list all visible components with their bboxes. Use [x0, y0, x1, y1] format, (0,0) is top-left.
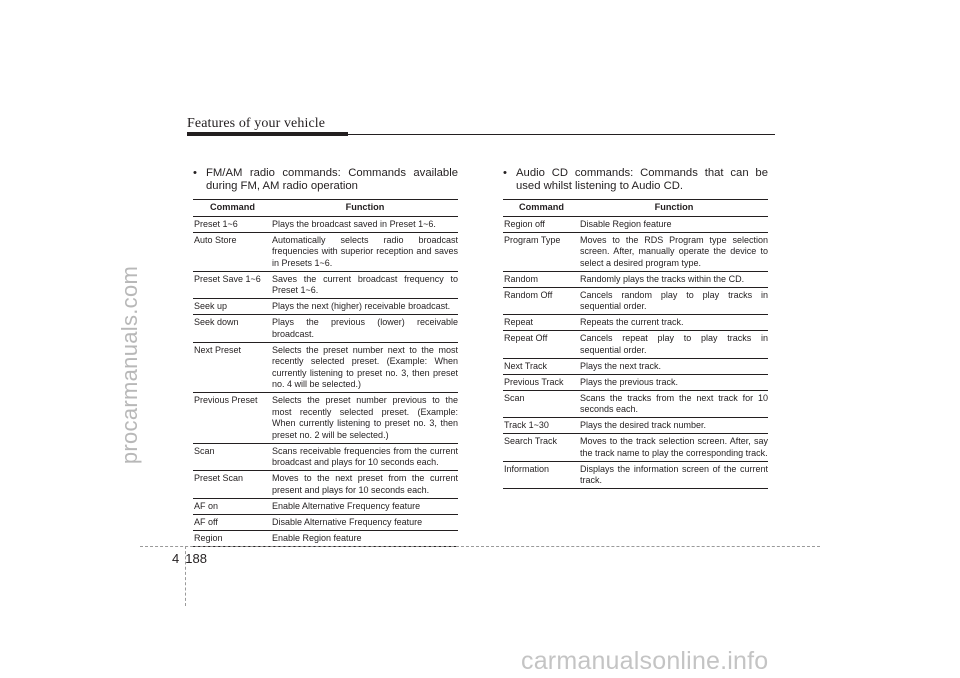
table-row: [503, 390, 768, 418]
function-cell: Randomly plays the tracks within the CD.: [580, 271, 768, 287]
command-cell: AF on: [193, 498, 272, 514]
function-cell: Enable Alternative Frequency feature: [272, 498, 458, 514]
command-cell: Repeat: [503, 315, 580, 331]
fm-am-commands-table: [193, 199, 458, 547]
table-row: [503, 287, 768, 315]
audio-cd-intro: [503, 167, 768, 193]
table-row: [193, 530, 458, 546]
command-cell: Random Off: [503, 287, 580, 315]
fm-am-intro-text: FM/AM radio commands: Commands available during FM, AM radio operation: [206, 167, 458, 192]
command-cell: Information: [503, 461, 580, 489]
fm-am-table-body: [193, 216, 458, 546]
command-cell: Auto Store: [193, 232, 272, 271]
function-cell: Selects the preset number next to the most recently selected preset. (Example: When currently listening to preset no. 3, then preset no. 4 will be selected.): [272, 342, 458, 393]
table-row: [193, 443, 458, 471]
function-cell: Plays the previous (lower) receivable broadcast.: [272, 315, 458, 343]
bottom-watermark: carmanualsonline.info: [521, 647, 769, 675]
function-cell: Moves to the track selection screen. After, say the track name to play the corresponding track.: [580, 434, 768, 462]
table-row: [503, 461, 768, 489]
table-row: [193, 342, 458, 393]
page-number-value: 188: [185, 551, 207, 566]
fm-am-intro: [193, 167, 458, 193]
table-row: [503, 358, 768, 374]
function-cell: Automatically selects radio broadcast frequencies with superior reception and saves in Presets 1~6.: [272, 232, 458, 271]
table-row: [193, 299, 458, 315]
function-cell: Selects the preset number previous to the most recently selected preset. (Example: When currently listening to preset no. 3, then preset no. 2 will be selected.): [272, 393, 458, 444]
table-row: [193, 498, 458, 514]
table-row: [193, 216, 458, 232]
function-cell: Plays the desired track number.: [580, 418, 768, 434]
column-header-command: Command: [193, 200, 272, 217]
function-cell: Plays the broadcast saved in Preset 1~6.: [272, 216, 458, 232]
fm-am-commands-section: [193, 167, 458, 547]
table-row: [193, 271, 458, 299]
chapter-number: 4: [172, 551, 180, 566]
audio-cd-commands-section: [503, 167, 768, 489]
command-cell: Next Track: [503, 358, 580, 374]
function-cell: Saves the current broadcast frequency to Preset 1~6.: [272, 271, 458, 299]
command-cell: Preset Save 1~6: [193, 271, 272, 299]
page-number: [172, 551, 207, 566]
table-row: [503, 331, 768, 359]
function-cell: Repeats the current track.: [580, 315, 768, 331]
table-row: [503, 418, 768, 434]
function-cell: Scans the tracks from the next track for 10 seconds each.: [580, 390, 768, 418]
table-row: [193, 232, 458, 271]
function-cell: Cancels repeat play to play tracks in sequential order.: [580, 331, 768, 359]
function-cell: Plays the next (higher) receivable broadcast.: [272, 299, 458, 315]
audio-cd-table-body: [503, 216, 768, 489]
function-cell: Disable Alternative Frequency feature: [272, 514, 458, 530]
table-row: [503, 271, 768, 287]
bullet-icon: •: [193, 167, 197, 179]
function-cell: Scans receivable frequencies from the current broadcast and plays for 10 seconds each.: [272, 443, 458, 471]
table-row: [503, 216, 768, 232]
column-header-function: Function: [272, 200, 458, 217]
command-cell: Random: [503, 271, 580, 287]
table-row: [503, 232, 768, 271]
command-cell: Repeat Off: [503, 331, 580, 359]
header-rule: [187, 134, 775, 135]
function-cell: Cancels random play to play tracks in sequential order.: [580, 287, 768, 315]
command-cell: Preset Scan: [193, 471, 272, 499]
command-cell: AF off: [193, 514, 272, 530]
audio-cd-intro-text: Audio CD commands: Commands that can be used whilst listening to Audio CD.: [516, 167, 768, 192]
table-row: [193, 514, 458, 530]
audio-cd-commands-table: [503, 199, 768, 489]
table-header-row: [503, 200, 768, 217]
command-cell: Region: [193, 530, 272, 546]
column-header-command: Command: [503, 200, 580, 217]
table-row: [503, 434, 768, 462]
function-cell: Moves to the RDS Program type selection screen. After, manually operate the device to select a desired program type.: [580, 232, 768, 271]
table-row: [503, 315, 768, 331]
function-cell: Plays the previous track.: [580, 374, 768, 390]
table-row: [193, 315, 458, 343]
table-row: [503, 374, 768, 390]
command-cell: Region off: [503, 216, 580, 232]
column-header-function: Function: [580, 200, 768, 217]
table-row: [193, 393, 458, 444]
table-header-row: [193, 200, 458, 217]
command-cell: Previous Preset: [193, 393, 272, 444]
function-cell: Moves to the next preset from the current present and plays for 10 seconds each.: [272, 471, 458, 499]
command-cell: Seek up: [193, 299, 272, 315]
footer-dashed-rule: [140, 546, 820, 547]
function-cell: Plays the next track.: [580, 358, 768, 374]
command-cell: Seek down: [193, 315, 272, 343]
command-cell: Scan: [503, 390, 580, 418]
command-cell: Track 1~30: [503, 418, 580, 434]
command-cell: Next Preset: [193, 342, 272, 393]
command-cell: Previous Track: [503, 374, 580, 390]
command-cell: Search Track: [503, 434, 580, 462]
function-cell: Displays the information screen of the current track.: [580, 461, 768, 489]
command-cell: Scan: [193, 443, 272, 471]
bullet-icon: •: [503, 167, 507, 179]
command-cell: Program Type: [503, 232, 580, 271]
function-cell: Enable Region feature: [272, 530, 458, 546]
table-row: [193, 471, 458, 499]
page-header-title: Features of your vehicle: [187, 116, 326, 131]
command-cell: Preset 1~6: [193, 216, 272, 232]
function-cell: Disable Region feature: [580, 216, 768, 232]
side-watermark: procarmanuals.com: [117, 265, 142, 465]
